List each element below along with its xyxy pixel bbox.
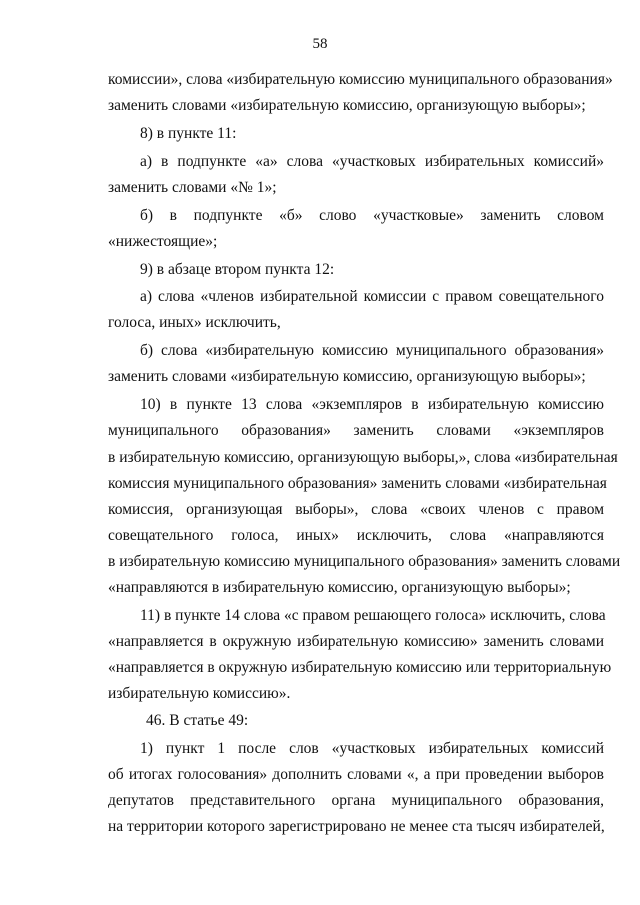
text-line: «направляется в окружную избирательную комиссию» заменить словами [108,633,604,650]
text-line: «нижестоящие»; [108,233,218,250]
text-line: «направляется в окружную избирательную комиссию или территориальную [108,659,612,676]
text-line: в избирательную комиссию, организующую выборы,», слова «избирательная [108,449,618,466]
text-line: 46. В статье 49: [146,712,249,729]
text-line: комиссия, организующая выборы», слова «своих членов с правом [108,501,604,518]
text-line: заменить словами «избирательную комиссию, организующую выборы»; [108,97,586,114]
text-line: а) слова «членов избирательной комиссии с правом совещательного [140,288,604,305]
text-line: муниципального образования» заменить словами «экземпляров [108,422,604,439]
text-line: 11) в пункте 14 слова «с правом решающего голоса» исключить, слова [140,607,606,624]
text-line: депутатов представительного органа муниципального образования, [108,792,604,809]
text-line: б) слова «избирательную комиссию муниципального образования» [140,342,604,359]
text-line: «направляются в избирательную комиссию, организующую выборы»; [108,579,571,596]
text-line: голоса, иных» исключить, [108,314,281,331]
text-line: в избирательную комиссию муниципального образования» заменить словами [108,553,621,570]
text-line: избирательную комиссию». [108,685,291,702]
text-line: 8) в пункте 11: [140,125,237,142]
text-line: 1) пункт 1 после слов «участковых избирательных комиссий [140,740,604,757]
text-line: а) в подпункте «а» слова «участковых избирательных комиссий» [140,153,604,170]
text-line: б) в подпункте «б» слово «участковые» заменить словом [140,207,604,224]
text-line: совещательного голоса, иных» исключить, слова «направляются [108,527,604,544]
text-line: 10) в пункте 13 слова «экземпляров в избирательную комиссию [140,396,604,413]
text-line: 9) в абзаце втором пункта 12: [140,261,335,278]
text-line: комиссия муниципального образования» заменить словами «избирательная [108,475,607,492]
page-number: 58 [312,36,328,52]
text-line: об итогах голосования» дополнить словами «, а при проведении выборов [108,766,604,783]
text-line: заменить словами «№ 1»; [108,179,277,196]
text-line: комиссии», слова «избирательную комиссию муниципального образования» [108,71,613,88]
text-line: заменить словами «избирательную комиссию, организующую выборы»; [108,368,586,385]
text-line: на территории которого зарегистрировано не менее ста тысяч избирателей, [108,818,605,835]
